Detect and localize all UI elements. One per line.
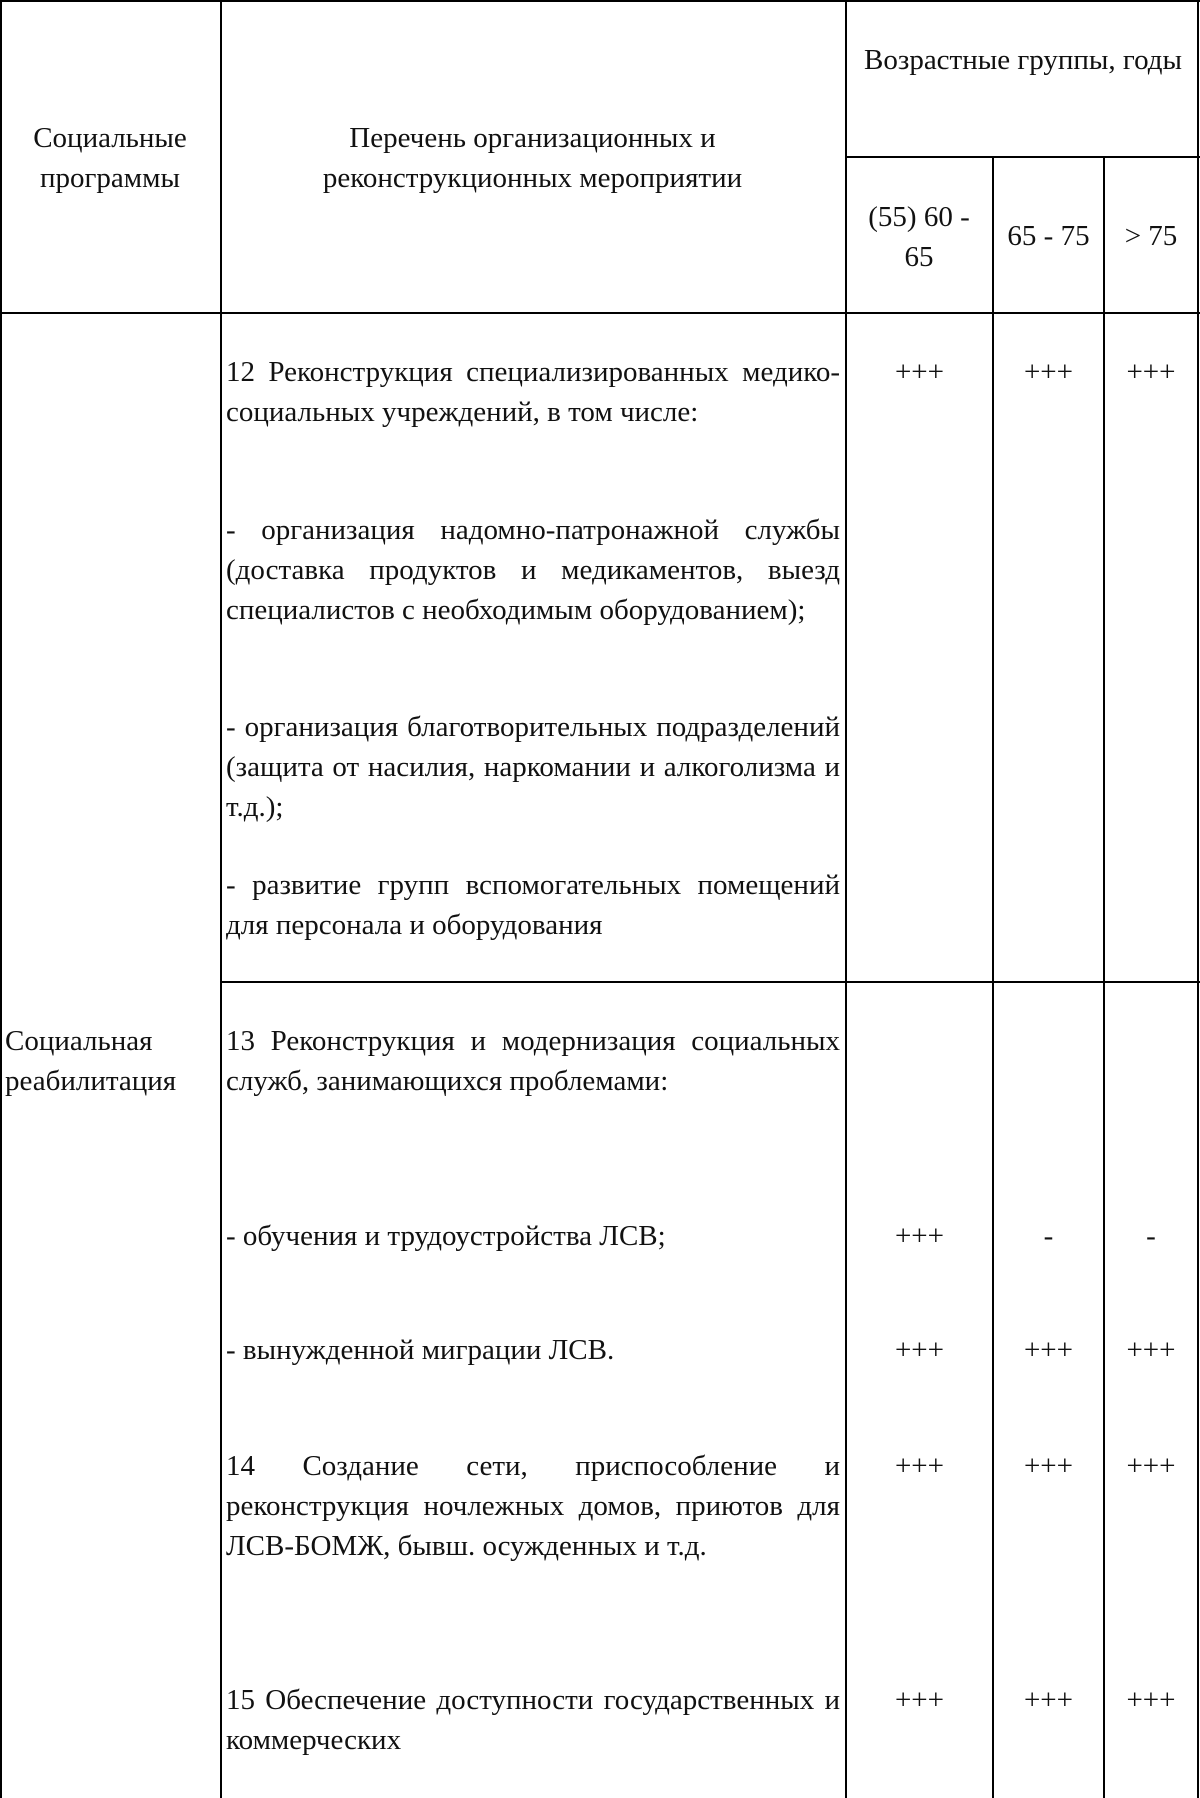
measure-12-item-2: - организация благотворительных подразделений (защита от насилия, наркомании и алкоголизма и т.д.); <box>226 711 840 823</box>
measure-12-mark-age2: +++ <box>1023 356 1074 388</box>
header-programs: Социальные программы <box>33 122 187 194</box>
measure-15-title: 15 Обеспечение доступности государственных и коммерческих <box>226 1684 840 1756</box>
measure-12-mark-age3: +++ <box>1126 356 1176 388</box>
measure-13-item-1-mark-age3: - <box>1146 1220 1156 1252</box>
table-top-border <box>0 0 1200 2</box>
age-groups-divider <box>846 156 1200 158</box>
measure-15-mark-age3: +++ <box>1126 1684 1176 1716</box>
measure-14-mark-age1: +++ <box>894 1450 945 1482</box>
measure-15-mark-age2: +++ <box>1023 1684 1074 1716</box>
table-right-border <box>1197 0 1199 1798</box>
measure-12-title: 12 Реконструкция специализированных медико-социальных учреждений, в том числе: <box>226 356 840 428</box>
table-left-border <box>0 0 2 1798</box>
header-age-col-3: > 75 <box>1124 220 1178 252</box>
header-measures: Перечень организационных и реконструкционных мероприятии <box>322 122 743 194</box>
header-age-col-1: (55) 60 - 65 <box>868 201 970 273</box>
measure-13-item-1-mark-age2: - <box>1043 1220 1054 1252</box>
measure-13-item-2-mark-age1: +++ <box>894 1334 945 1366</box>
measure-12-item-1: - организация надомно-патронажной службы (доставка продуктов и медикаментов, выезд специалистов с необходимым оборудованием); <box>226 514 840 626</box>
measure-13-item-2-mark-age2: +++ <box>1023 1334 1074 1366</box>
row-divider-12-13 <box>220 981 1200 983</box>
col-divider-age2 <box>1103 158 1105 1798</box>
measure-14-mark-age3: +++ <box>1126 1450 1176 1482</box>
header-age-col-2: 65 - 75 <box>1007 220 1090 252</box>
col-divider-age1 <box>992 158 994 1798</box>
measure-14-mark-age2: +++ <box>1023 1450 1074 1482</box>
measure-13-title: 13 Реконструкция и модернизация социальных служб, занимающихся проблемами: <box>226 1025 840 1097</box>
col-divider-programs <box>220 0 222 1798</box>
col-divider-measures <box>845 0 847 1798</box>
measure-12-mark-age1: +++ <box>894 356 945 388</box>
measure-13-item-1-mark-age1: +++ <box>894 1220 945 1252</box>
measure-14-title: 14 Создание сети, приспособление и реконструкция ночлежных домов, приютов для ЛСВ-БОМЖ, бывш. осужденных и т.д. <box>226 1450 840 1562</box>
header-bottom-border <box>0 312 1200 314</box>
measure-13-item-2-mark-age3: +++ <box>1126 1334 1176 1366</box>
header-age-groups: Возрастные группы, годы <box>864 44 1182 76</box>
measure-13-item-2: - вынужденной миграции ЛСВ. <box>226 1334 615 1366</box>
measure-15-mark-age1: +++ <box>894 1684 945 1716</box>
measure-12-item-3: - развитие групп вспомогательных помещений для персонала и оборудования <box>226 869 840 941</box>
measure-13-item-1: - обучения и трудоустройства ЛСВ; <box>226 1220 666 1252</box>
program-name: Социальная реабилитация <box>5 1025 177 1097</box>
